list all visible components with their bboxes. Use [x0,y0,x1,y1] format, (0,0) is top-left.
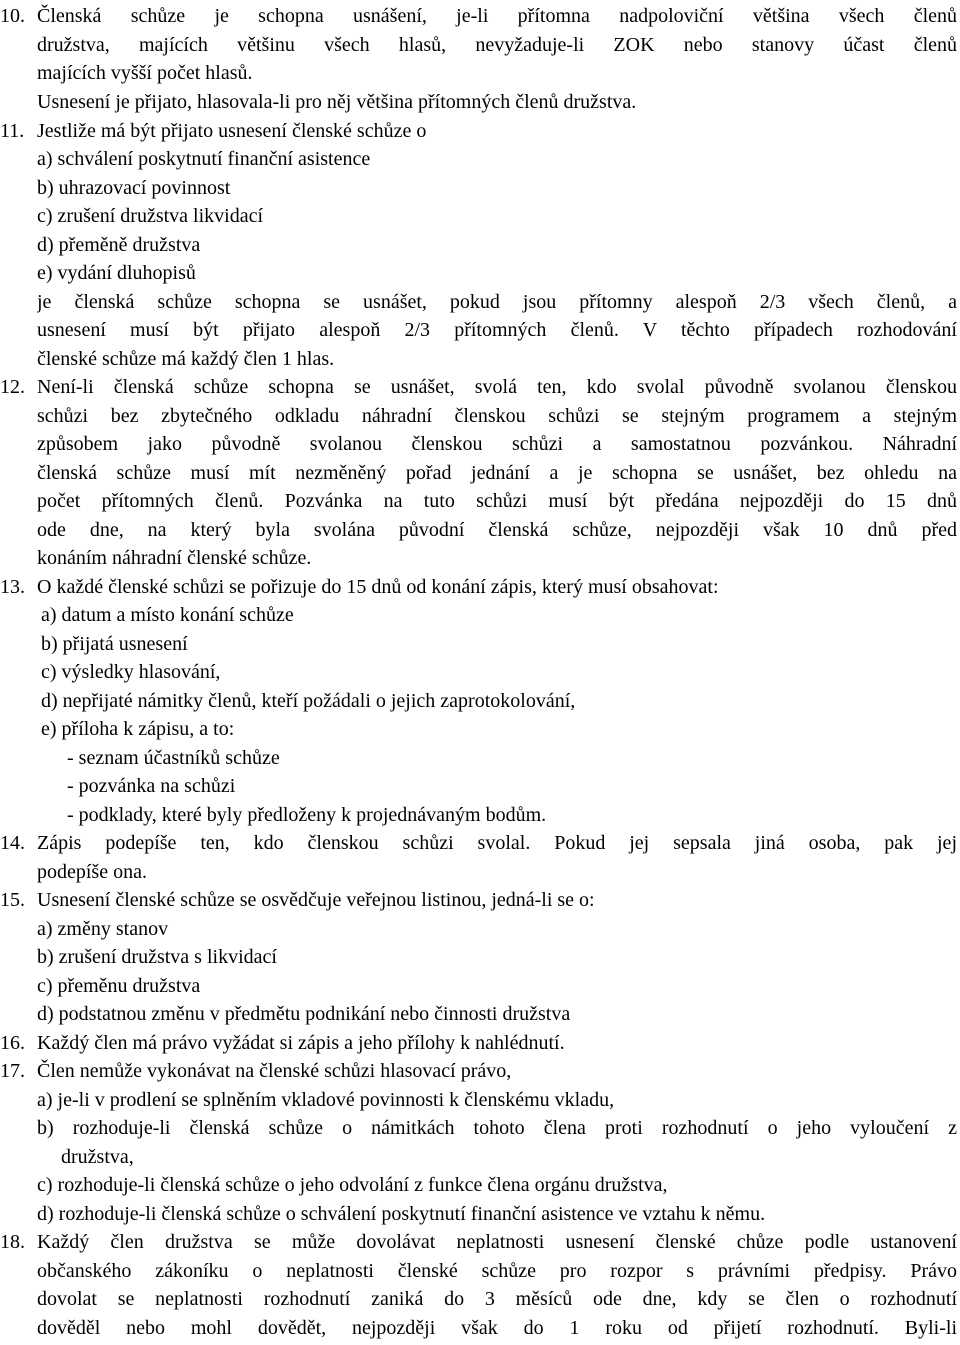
p12-line-6: ode dne, na který byla svolána původní členská schůze, nejpozději však 10 dnů před [37,519,957,541]
p13-line-6: e) příloha k zápisu, a to: [41,718,235,740]
p11-line-1: Jestliže má být přijato usnesení členské schůze o [37,120,427,142]
item-number-16: 16. [0,1032,25,1054]
item-number-12: 12. [0,376,25,398]
p12-line-1: Není-li členská schůze schopna se usnášet, svolá ten, kdo svolal původně svolanou členskou [37,376,957,398]
p13-line-4: c) výsledky hlasování, [41,661,221,683]
p15-line-2: a) změny stanov [37,918,169,940]
p13-line-1: O každé členské schůzi se pořizuje do 15 dnů od konání zápis, který musí obsahovat: [37,576,719,598]
p11-line-9: členské schůze má každý člen 1 hlas. [37,348,335,370]
p12-line-2: schůzi bez zbytečného odkladu náhradní členskou schůzi se stejným programem a stejným [37,405,957,427]
p15-line-3: b) zrušení družstva s likvidací [37,946,277,968]
p14-line-2: podepíše ona. [37,861,147,883]
p10-line-2: družstva, majících většinu všech hlasů, nevyžaduje-li ZOK nebo stanovy účast členů [37,34,957,56]
p18-line-4: dověděl nebo mohl dovědět, nejpozději však do 1 roku od přijetí rozhodnutí. Byli-li [37,1317,957,1339]
p12-line-3: způsobem jako původně svolanou členskou schůzi a samostatnou pozvánkou. Náhradní [37,433,957,455]
p10-line-4: Usnesení je přijato, hlasovala-li pro něj většina přítomných členů družstva. [37,91,637,113]
p10-line-1: Členská schůze je schopna usnášení, je-li přítomna nadpoloviční většina všech členů [37,5,957,27]
p12-line-5: počet přítomných členů. Pozvánka na tuto schůzi musí být předána nejpozději do 15 dnů [37,490,957,512]
p13-line-7: - seznam účastníků schůze [67,747,280,769]
p17-line-5: c) rozhoduje-li členská schůze o jeho odvolání z funkce člena orgánu družstva, [37,1174,668,1196]
item-number-15: 15. [0,889,25,911]
p11-line-6: e) vydání dluhopisů [37,262,196,284]
p11-line-7: je členská schůze schopna se usnášet, pokud jsou přítomny alespoň 2/3 všech členů, a [37,291,957,313]
item-number-17: 17. [0,1060,25,1082]
item-number-10: 10. [0,5,25,27]
p13-line-5: d) nepřijaté námitky členů, kteří požádali o jejich zaprotokolování, [41,690,576,712]
item-number-14: 14. [0,832,25,854]
p12-line-4: členská schůze musí mít nezměněný pořad jednání a je schopna se usnášet, bez ohledu na [37,462,957,484]
p17-line-2: a) je-li v prodlení se splněním vkladové povinnosti k členskému vkladu, [37,1089,615,1111]
p15-line-5: d) podstatnou změnu v předmětu podnikání nebo činnosti družstva [37,1003,571,1025]
p17-line-1: Člen nemůže vykonávat na členské schůzi hlasovací právo, [37,1060,512,1082]
p15-line-1: Usnesení členské schůze se osvědčuje veřejnou listinou, jedná-li se o: [37,889,595,911]
p14-line-1: Zápis podepíše ten, kdo členskou schůzi svolal. Pokud jej sepsala jiná osoba, pak jej [37,832,957,854]
p16-line-1: Každý člen má právo vyžádat si zápis a jeho přílohy k nahlédnutí. [37,1032,565,1054]
p11-line-4: c) zrušení družstva likvidací [37,205,264,227]
p13-line-3: b) přijatá usnesení [41,633,188,655]
p17-line-4: družstva, [61,1146,134,1168]
p11-line-2: a) schválení poskytnutí finanční asistence [37,148,371,170]
item-number-11: 11. [0,120,25,142]
item-number-18: 18. [0,1231,25,1253]
p17-line-6: d) rozhoduje-li členská schůze o schválení poskytnutí finanční asistence ve vztahu k němu. [37,1203,766,1225]
p11-line-8: usnesení musí být přijato alespoň 2/3 přítomných členů. V těchto případech rozhodování [37,319,957,341]
p13-line-9: - podklady, které byly předloženy k projednávaným bodům. [67,804,547,826]
p18-line-1: Každý člen družstva se může dovolávat neplatnosti usnesení členské chůze podle ustanovení [37,1231,957,1253]
p10-line-3: majících vyšší počet hlasů. [37,62,253,84]
p18-line-3: dovolat se neplatnosti rozhodnutí zaniká do 3 měsíců ode dne, kdy se člen o rozhodnutí [37,1288,957,1310]
p12-line-7: konáním náhradní členské schůze. [37,547,312,569]
p11-line-3: b) uhrazovací povinnost [37,177,231,199]
p13-line-2: a) datum a místo konání schůze [41,604,294,626]
p17-line-3: b) rozhoduje-li členská schůze o námitkách tohoto člena proti rozhodnutí o jeho vyloučení z [37,1117,957,1139]
p18-line-2: občanského zákoníku o neplatnosti členské schůze pro rozpor s právními předpisy. Právo [37,1260,957,1282]
p11-line-5: d) přeměně družstva [37,234,201,256]
p13-line-8: - pozvánka na schůzi [67,775,236,797]
p15-line-4: c) přeměnu družstva [37,975,201,997]
item-number-13: 13. [0,576,25,598]
